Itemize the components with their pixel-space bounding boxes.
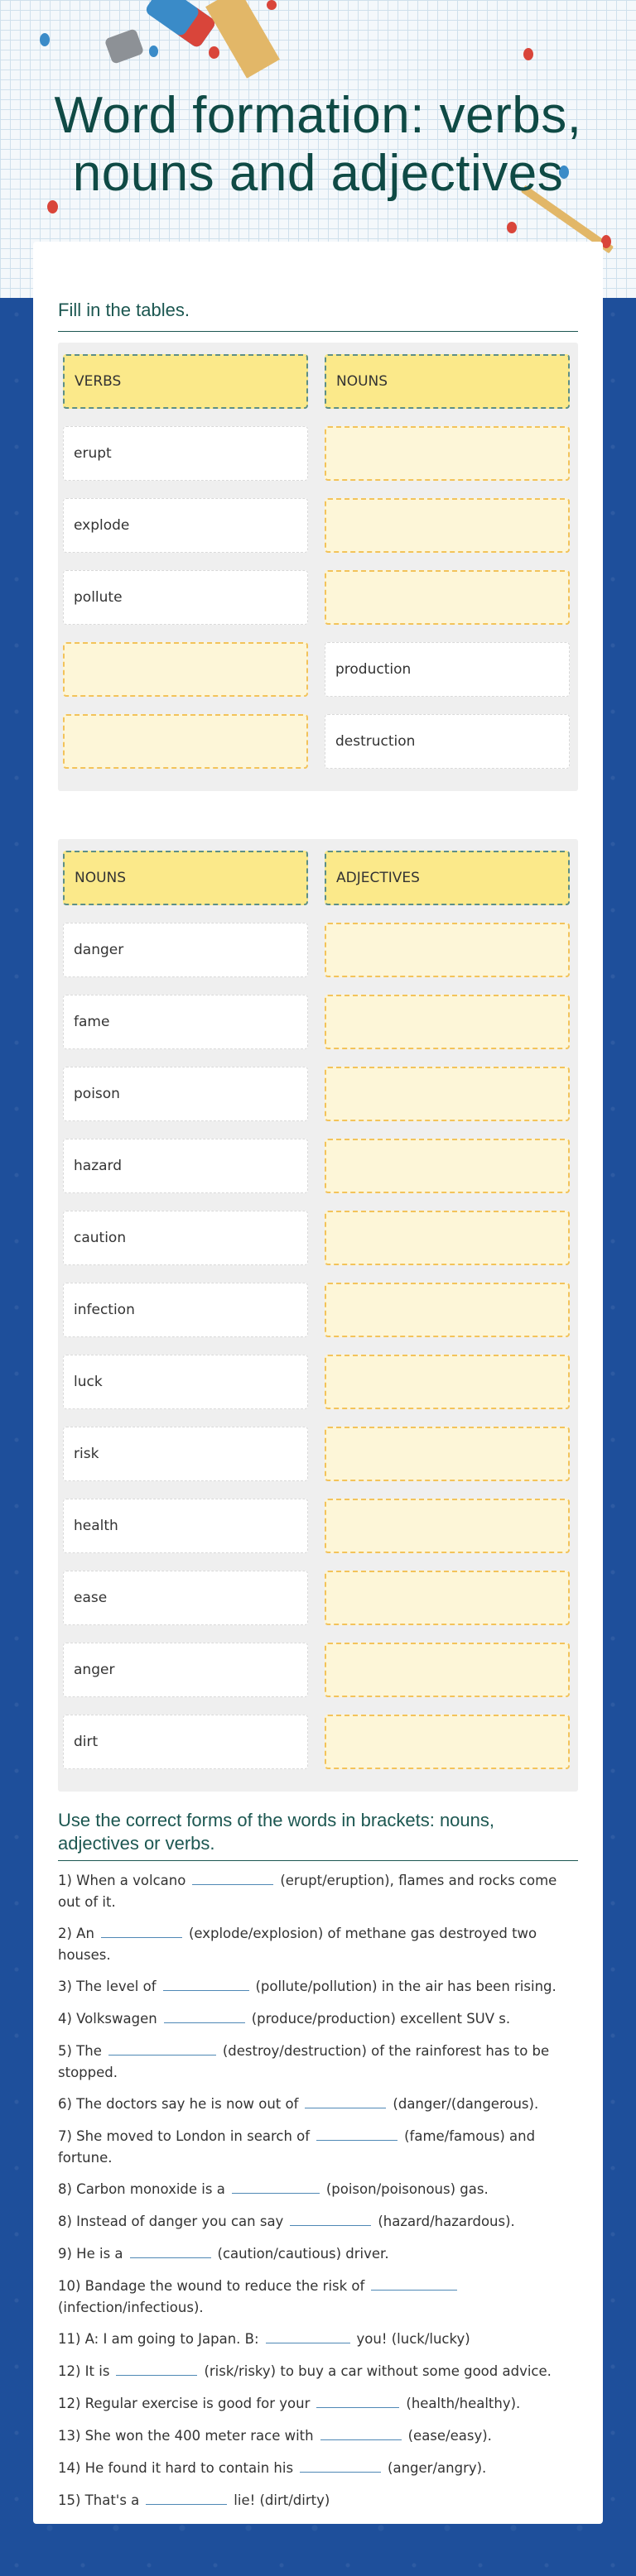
answer-blank[interactable] [101,1926,182,1938]
exercise2-divider [58,1860,578,1861]
given-word-cell: hazard [63,1139,308,1193]
answer-box[interactable] [325,498,570,553]
answer-blank[interactable] [316,2396,399,2408]
sentence-text: (produce/production) excellent SUV s. [251,2011,511,2027]
exercise-sentence [58,2329,571,2350]
answer-blank[interactable] [316,2128,398,2141]
sentence-text: 5) The [58,2043,102,2059]
answer-box[interactable] [325,1715,570,1769]
answer-blank[interactable] [163,1979,249,1991]
given-word-cell: erupt [63,426,308,481]
given-word-cell: destruction [325,714,570,769]
sentence-text: (fame/famous) and [404,2128,536,2144]
given-word-cell: ease [63,1571,308,1625]
answer-blank[interactable] [108,2043,216,2056]
exercise-sentence [58,2179,571,2200]
sentence-text: (destroy/destruction) of the rainforest has to be [222,2043,550,2059]
answer-blank[interactable] [164,2011,245,2023]
answer-box[interactable] [325,1427,570,1481]
given-word-cell: fame [63,995,308,1049]
sentence-text: you! (luck/lucky) [356,2331,470,2347]
sentence-text: 9) He is a [58,2246,123,2262]
sentence-text: lie! (dirt/dirty) [234,2492,330,2508]
title-line-1: Word formation: verbs, [54,87,582,144]
sentence-text: 12) It is [58,2363,110,2379]
answer-box[interactable] [325,1211,570,1265]
given-word-cell: poison [63,1067,308,1121]
exercise-sentence [58,2393,571,2415]
given-word-cell: dirt [63,1715,308,1769]
sentence-text: 1) When a volcano [58,1873,186,1888]
answer-box[interactable] [325,1355,570,1409]
answer-blank[interactable] [266,2331,350,2343]
sentence-text: 11) A: I am going to Japan. B: [58,2331,259,2347]
pushpin-dot-icon [507,222,517,233]
exercise-sentence [58,2458,571,2479]
given-word-cell: caution [63,1211,308,1265]
answer-blank[interactable] [116,2363,197,2376]
sentence-text: stopped. [58,2065,118,2080]
exercise-sentence [58,2008,571,2030]
sentence-text: (erupt/eruption), flames and rocks come [280,1873,557,1888]
answer-blank[interactable] [232,2181,320,2194]
answer-blank[interactable] [290,2214,371,2226]
sentence-text: 10) Bandage the wound to reduce the risk of [58,2278,365,2294]
answer-box[interactable] [63,642,308,697]
sentence-text: 14) He found it hard to contain his [58,2460,294,2476]
exercise-sentence [58,2361,571,2382]
answer-box[interactable] [325,1067,570,1121]
given-word-cell: anger [63,1643,308,1697]
sentence-text: (pollute/pollution) in the air has been rising. [255,1979,556,1994]
pushpin-dot-icon [40,33,50,46]
sentence-text: (health/healthy). [406,2396,521,2411]
answer-box[interactable] [63,714,308,769]
given-word-cell: infection [63,1283,308,1337]
sentence-text: (explode/explosion) of methane gas destroyed two [188,1926,537,1941]
answer-box[interactable] [325,995,570,1049]
given-word-cell: health [63,1499,308,1553]
sentence-text: fortune. [58,2150,113,2166]
exercise-sentence [58,1870,571,1913]
sentence-text: 6) The doctors say he is now out of [58,2096,299,2112]
sentence-text: (infection/infectious). [58,2300,204,2315]
sentence-text: (ease/easy). [407,2428,492,2444]
answer-blank[interactable] [130,2246,211,2258]
exercise-sentence [58,2126,571,2169]
answer-blank[interactable] [371,2278,457,2291]
pushpin-dot-icon [209,46,219,59]
exercise-sentence [58,2490,571,2511]
exercise-sentence [58,2211,571,2233]
answer-box[interactable] [325,570,570,625]
sentence-text: (hazard/hazardous). [378,2214,515,2229]
exercise-sentence [58,2425,571,2447]
sentence-text: houses. [58,1947,111,1963]
answer-blank[interactable] [300,2460,381,2473]
answer-box[interactable] [325,923,570,977]
exercise-sentence [58,2094,571,2115]
answer-box[interactable] [325,426,570,481]
sentence-text: 12) Regular exercise is good for your [58,2396,311,2411]
answer-blank[interactable] [305,2096,386,2108]
sentence-text: 2) An [58,1926,94,1941]
exercise2-heading-line-1: Use the correct forms of the words in brackets: nouns, [58,1810,495,1830]
column-header: NOUNS [63,851,308,905]
given-word-cell: explode [63,498,308,553]
answer-blank[interactable] [320,2428,402,2440]
exercise1-heading: Fill in the tables. [58,300,190,320]
pushpin-dot-icon [149,46,158,57]
sentence-text: 8) Carbon monoxide is a [58,2181,225,2197]
answer-blank[interactable] [192,1873,273,1885]
sentence-text: (poison/poisonous) gas. [325,2181,489,2197]
sentence-text: out of it. [58,1894,116,1910]
pushpin-dot-icon [267,0,277,10]
sentence-text: (caution/cautious) driver. [217,2246,389,2262]
column-header: VERBS [63,354,308,409]
exercise-sentence [58,2276,571,2319]
nouns-adjectives-table [58,839,578,1792]
exercise-sentence [58,2243,571,2265]
exercise-sentence [58,1976,571,1998]
sentence-text: 8) Instead of danger you can say [58,2214,284,2229]
sentence-text: (risk/risky) to buy a car without some good advice. [204,2363,552,2379]
worksheet-card [33,242,603,2524]
answer-box[interactable] [325,1643,570,1697]
sentence-text: 15) That's a [58,2492,140,2508]
given-word-cell: risk [63,1427,308,1481]
verbs-nouns-table [58,343,578,791]
pushpin-dot-icon [523,48,533,60]
exercise-sentence [58,2041,571,2084]
answer-blank[interactable] [146,2492,227,2505]
column-header: ADJECTIVES [325,851,570,905]
worksheet-title [0,87,636,203]
exercise2-heading [58,1809,494,1855]
sentence-text: 4) Volkswagen [58,2011,157,2027]
given-word-cell: luck [63,1355,308,1409]
given-word-cell: production [325,642,570,697]
answer-box[interactable] [325,1283,570,1337]
exercise1-divider [58,331,578,332]
column-header: NOUNS [325,354,570,409]
sentence-text: 13) She won the 400 meter race with [58,2428,314,2444]
sentence-text: (danger/(dangerous). [393,2096,539,2112]
given-word-cell: danger [63,923,308,977]
answer-box[interactable] [325,1571,570,1625]
answer-box[interactable] [325,1499,570,1553]
exercise2-heading-line-2: adjectives or verbs. [58,1833,215,1854]
sentence-text: (anger/angry). [388,2460,487,2476]
given-word-cell: pollute [63,570,308,625]
title-line-2: nouns and adjectives [72,145,564,202]
answer-box[interactable] [325,1139,570,1193]
sentence-text: 7) She moved to London in search of [58,2128,311,2144]
exercise-sentence [58,1923,571,1966]
sentence-text: 3) The level of [58,1979,157,1994]
